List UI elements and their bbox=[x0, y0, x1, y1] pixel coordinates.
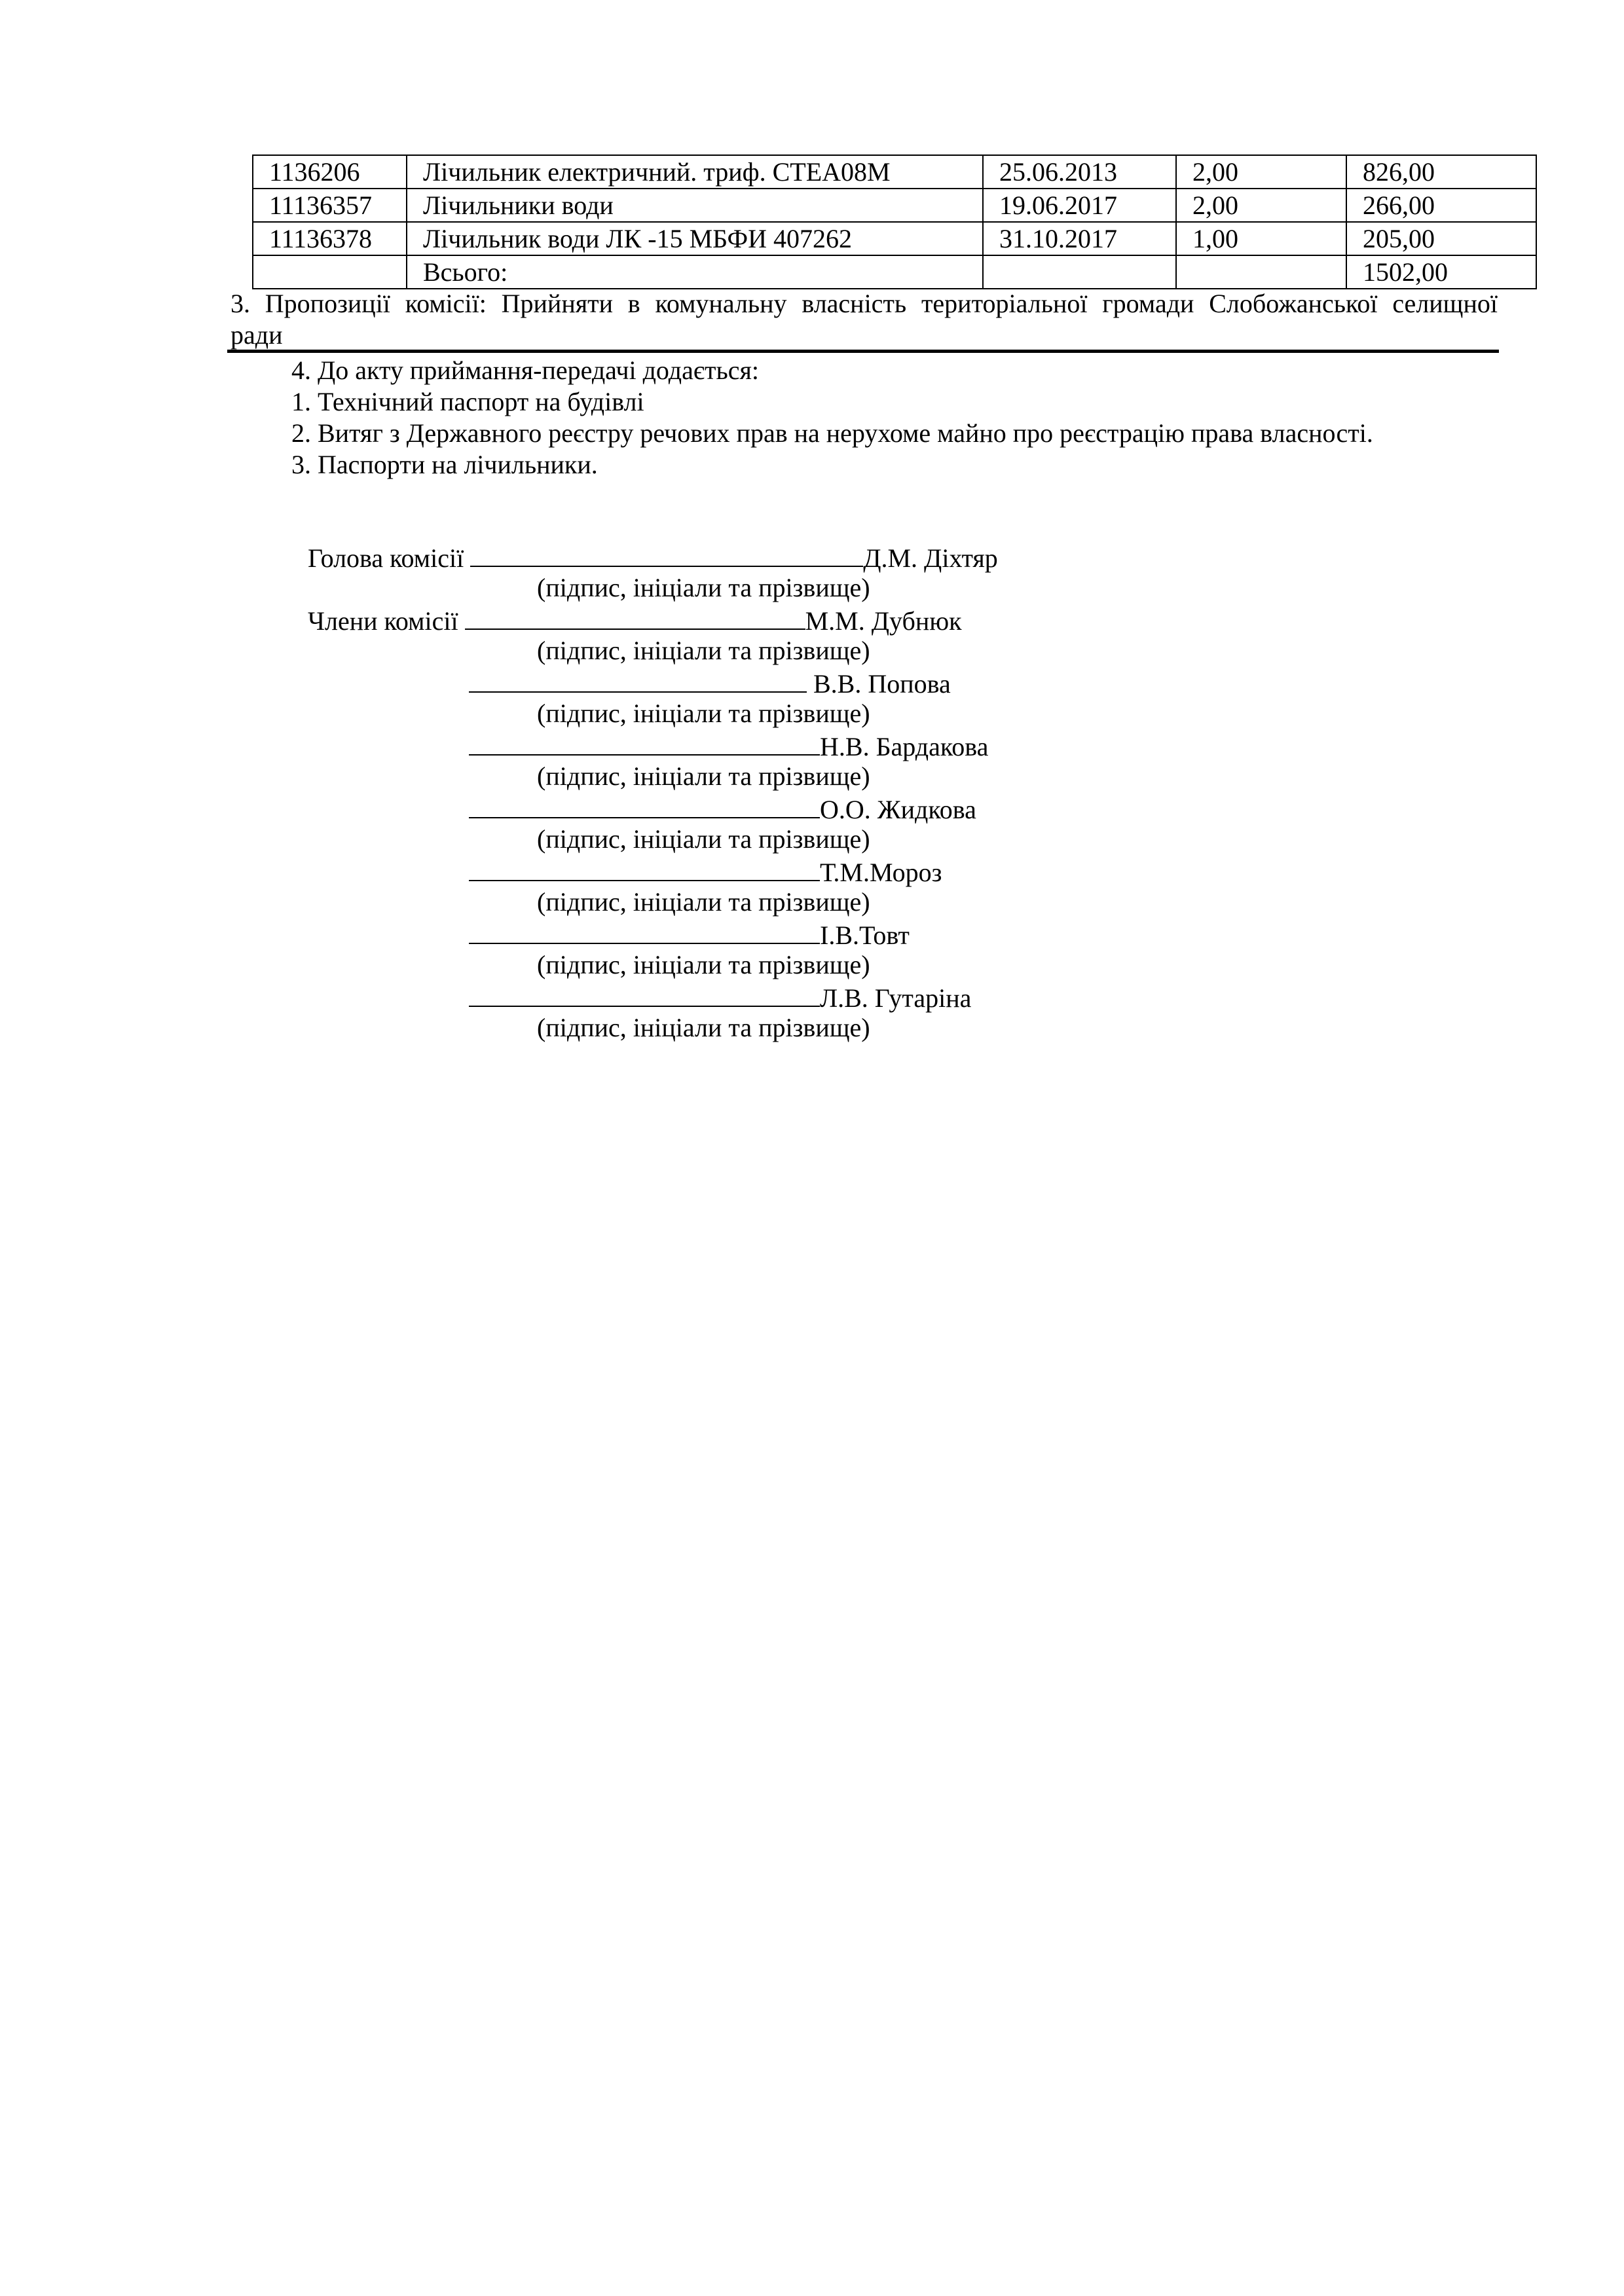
signature-blank bbox=[469, 855, 820, 881]
item-date: 31.10.2017 bbox=[983, 222, 1176, 255]
item-name: Лічильник електричний. триф. СТЕА08М bbox=[407, 155, 983, 189]
item-value: 205,00 bbox=[1346, 222, 1536, 255]
item-quantity: 2,00 bbox=[1176, 155, 1346, 189]
horizontal-rule bbox=[227, 350, 1499, 353]
signature-line-member bbox=[469, 792, 976, 826]
attachments-heading: 4. До акту приймання-передачі додається: bbox=[291, 355, 760, 385]
table-row bbox=[253, 155, 1536, 189]
commission-proposal: 3. Пропозиції комісії: Прийняти в комунальну власність територіальної громади Слобожанської селищної bbox=[231, 289, 1498, 318]
signature-blank bbox=[469, 666, 807, 693]
item-quantity: 1,00 bbox=[1176, 222, 1346, 255]
signature-line-member bbox=[308, 604, 962, 637]
signature-caption: (підпис, ініціали та прізвище) bbox=[537, 950, 870, 979]
signatory-name: В.В. Попова bbox=[813, 669, 951, 699]
attachment-item: 1. Технічний паспорт на будівлі bbox=[291, 387, 644, 416]
signature-blank bbox=[469, 981, 820, 1007]
inventory-number: 11136357 bbox=[253, 189, 407, 222]
table-row bbox=[253, 189, 1536, 222]
signature-caption: (підпис, ініціали та прізвище) bbox=[537, 761, 870, 791]
inventory-number bbox=[253, 255, 407, 289]
attachment-item: 2. Витяг з Державного реєстру речових прав на нерухоме майно про реєстрацію права власності. bbox=[291, 418, 1373, 448]
inventory-number: 1136206 bbox=[253, 155, 407, 189]
inventory-number: 11136378 bbox=[253, 222, 407, 255]
item-name: Лічильник води ЛК -15 МБФИ 407262 bbox=[407, 222, 983, 255]
chair-label: Голова комісії bbox=[308, 543, 464, 573]
signature-line-chair bbox=[308, 541, 998, 574]
item-name: Лічильники води bbox=[407, 189, 983, 222]
signatory-name: М.М. Дубнюк bbox=[805, 606, 962, 636]
item-date: 19.06.2017 bbox=[983, 189, 1176, 222]
signatory-name: Н.В. Бардакова bbox=[820, 732, 989, 761]
signature-line-member bbox=[469, 981, 971, 1014]
members-label: Члени комісії bbox=[308, 606, 458, 636]
table-row bbox=[253, 222, 1536, 255]
signatory-name: Т.М.Мороз bbox=[820, 858, 942, 887]
signature-caption: (підпис, ініціали та прізвище) bbox=[537, 636, 870, 665]
signatory-name: Д.М. Діхтяр bbox=[863, 543, 998, 573]
signature-blank bbox=[470, 541, 863, 567]
item-value: 826,00 bbox=[1346, 155, 1536, 189]
signature-blank bbox=[469, 918, 820, 944]
signature-caption: (підпис, ініціали та прізвище) bbox=[537, 887, 870, 917]
signature-line-member bbox=[469, 855, 942, 888]
item-quantity bbox=[1176, 255, 1346, 289]
signature-line-member bbox=[469, 729, 988, 763]
signatory-name: О.О. Жидкова bbox=[820, 795, 976, 824]
signature-caption: (підпис, ініціали та прізвище) bbox=[537, 1013, 870, 1042]
signature-caption: (підпис, ініціали та прізвище) bbox=[537, 699, 870, 728]
total-value: 1502,00 bbox=[1346, 255, 1536, 289]
signature-caption: (підпис, ініціали та прізвище) bbox=[537, 573, 870, 602]
item-quantity: 2,00 bbox=[1176, 189, 1346, 222]
signature-blank bbox=[465, 604, 805, 630]
item-value: 266,00 bbox=[1346, 189, 1536, 222]
item-date bbox=[983, 255, 1176, 289]
signature-caption: (підпис, ініціали та прізвище) bbox=[537, 824, 870, 854]
item-date: 25.06.2013 bbox=[983, 155, 1176, 189]
signatory-name: Л.В. Гутаріна bbox=[820, 983, 972, 1013]
assets-table bbox=[252, 155, 1537, 289]
commission-proposal-continued: ради bbox=[231, 320, 283, 350]
table-total-row bbox=[253, 255, 1536, 289]
total-label: Всього: bbox=[407, 255, 983, 289]
signature-line-member bbox=[469, 666, 951, 700]
signature-line-member bbox=[469, 918, 910, 951]
signature-blank bbox=[469, 792, 820, 818]
signatory-name: І.В.Товт bbox=[820, 920, 910, 950]
attachment-item: 3. Паспорти на лічильники. bbox=[291, 450, 598, 479]
signature-blank bbox=[469, 729, 820, 756]
